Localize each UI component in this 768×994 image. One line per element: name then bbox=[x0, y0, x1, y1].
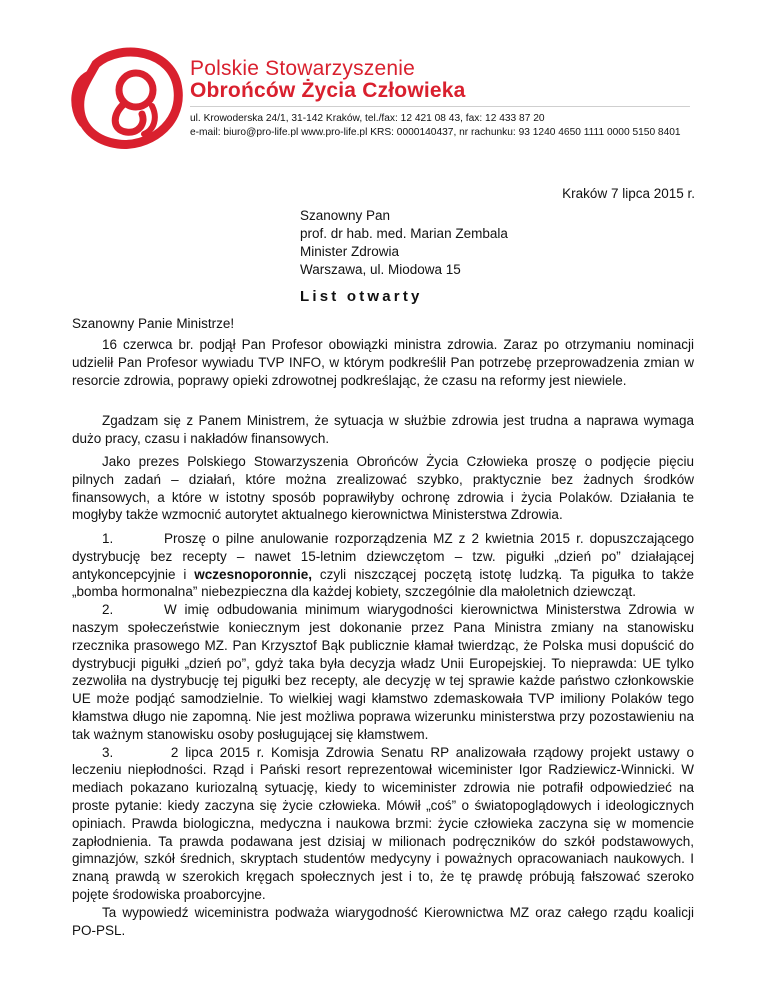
fetus-logo-icon bbox=[66, 44, 186, 154]
organization-name bbox=[190, 58, 466, 102]
letterhead-divider bbox=[190, 106, 690, 107]
org-address: ul. Krowoderska 24/1, 31-142 Kraków, tel./fax: 12 421 08 43, fax: 12 433 87 20 bbox=[190, 113, 545, 124]
paragraph bbox=[72, 412, 694, 448]
item-text: czyli niszczącej poczętą istotę ludzką. Ta pigułka to także „bomba hormonalna” niebezpieczna dla każdej kobiety, szczególnie dla małoletnich dziewcząt. bbox=[72, 566, 694, 600]
item-number: 2. bbox=[102, 602, 114, 618]
item-number: 3. bbox=[102, 744, 114, 760]
salutation: Szanowny Panie Ministrze! bbox=[72, 316, 235, 331]
addressee-line: Minister Zdrowia bbox=[300, 244, 400, 259]
paragraph-text: Jako prezes Polskiego Stowarzyszenia Obrońców Życia Człowieka proszę o podjęcie pięciu pilnych zadań – działań, które można zrealizować szybko, praktycznie bez żadnych środków finansowych, a które w istotny sposób poprawiłyby ochronę zdrowia i życia Polaków. Działania te mogłyby także wzmocnić autorytet aktualnego kierownictwa Ministerstwa Zdrowia. bbox=[72, 454, 694, 523]
letterhead-contact bbox=[190, 112, 681, 140]
item-emphasis: wczesnoporonnie, bbox=[194, 566, 313, 582]
item-text: 2 lipca 2015 r. Komisja Zdrowia Senatu RP analizowała rządowy projekt ustawy o leczeniu niepłodności. Rząd i Pański resort reprezentował wiceminister Igor Radziewicz-Winnicki. W mediach pokazano kuriozalną sytuację, kiedy to wiceminister zdrowia nie potrafił odpowiedzieć na proste pytanie: kiedy zaczyna się życie człowieka. Mówił „coś” o światopoglądowych i ideologicznych opiniach. Prawda biologiczna, medyczna i naukowa brzmi: życie człowieka zaczyna się w momencie zapłodnienia. Ta prawda podawana jest dzisiaj w milionach podręczników do szkół podstawowych, gimnazjów, szkół średnich, skryptach studentów medycyny i poważnych opracowaniach naukowych. I znaną prawdą w szerokich kręgach społecznych jest i to, że tę prawdę próbują fałszować szeroko pojęte środowiska proaborcyjne. bbox=[72, 744, 694, 902]
org-contacts: e-mail: biuro@pro-life.pl www.pro-life.pl KRS: 0000140437, nr rachunku: 93 1240 4650 1111 0000 5150 8401 bbox=[190, 127, 681, 138]
addressee-line: Warszawa, ul. Miodowa 15 bbox=[300, 262, 461, 277]
request-item bbox=[72, 530, 694, 601]
org-name-line2: Obrońców Życia Człowieka bbox=[190, 79, 466, 102]
addressee-line: Szanowny Pan bbox=[300, 208, 391, 223]
request-item bbox=[72, 744, 694, 904]
org-name-line1: Polskie Stowarzyszenie bbox=[190, 57, 415, 80]
item-text: Proszę o pilne anulowanie rozporządzenia MZ z 2 kwietnia 2015 r. dopuszczającego dystrybucję bez recepty – nawet 15-letnim dziewczętom – tzw. pigułki „dzień po” działającej antykoncepcyjnie i bbox=[72, 531, 694, 582]
item-text: W imię odbudowania minimum wiarygodności kierownictwa Ministerstwa Zdrowia w naszym społeczeństwie koniecznym jest dokonanie przez Pana Ministra zmiany na stanowisku rzecznika prasowego MZ. Pan Krzysztof Bąk publicznie kłamał twierdząc, że Polska musi dopuścić do dystrybucji pigułki „dzień po”, gdyż taka była decyzja władz Unii Europejskiej. To nieprawda: UE tylko zezwoliła na dystrybucję tej pigułki bez recepty, ale decyzję w tej sprawie każde państwo członkowskie UE może podjąć samodzielnie. To wielkiej wagi kłamstwo zdemaskowała TVP imiliony Polaków tego kłamstwa długo nie zapomną. Nie jest możliwa poprawa wizerunku ministerstwa przy pozostawieniu na tak ważnym stanowisku osoby posługującej się kłamstwem. bbox=[72, 602, 694, 742]
paragraph bbox=[72, 336, 694, 389]
closing-paragraph: Ta wypowiedź wiceministra podważa wiarygodność Kierownictwa MZ oraz całego rządu koalicji PO-PSL. bbox=[72, 904, 694, 938]
item-number: 1. bbox=[102, 531, 114, 546]
numbered-requests bbox=[72, 530, 694, 939]
request-item bbox=[72, 601, 694, 743]
paragraph bbox=[72, 453, 694, 524]
paragraph-text: 16 czerwca br. podjął Pan Profesor obowiązki ministra zdrowia. Zaraz po otrzymaniu nominacji udzielił Pan Profesor wywiadu TVP INFO, w którym podkreślił Pan potrzebę przeprowadzenia zmian w resorcie zdrowia, poprawy opieki zdrowotnej podkreślając, że czasu na reformy jest niewiele. bbox=[72, 337, 694, 388]
addressee-line: prof. dr hab. med. Marian Zembala bbox=[300, 226, 508, 241]
letter-title: List otwarty bbox=[300, 288, 423, 305]
addressee-block bbox=[300, 207, 508, 279]
letter-date: Kraków 7 lipca 2015 r. bbox=[562, 186, 695, 201]
paragraph-text: Zgadzam się z Panem Ministrem, że sytuacja w służbie zdrowia jest trudna a naprawa wymaga dużo pracy, czasu i nakładów finansowych. bbox=[72, 413, 694, 446]
